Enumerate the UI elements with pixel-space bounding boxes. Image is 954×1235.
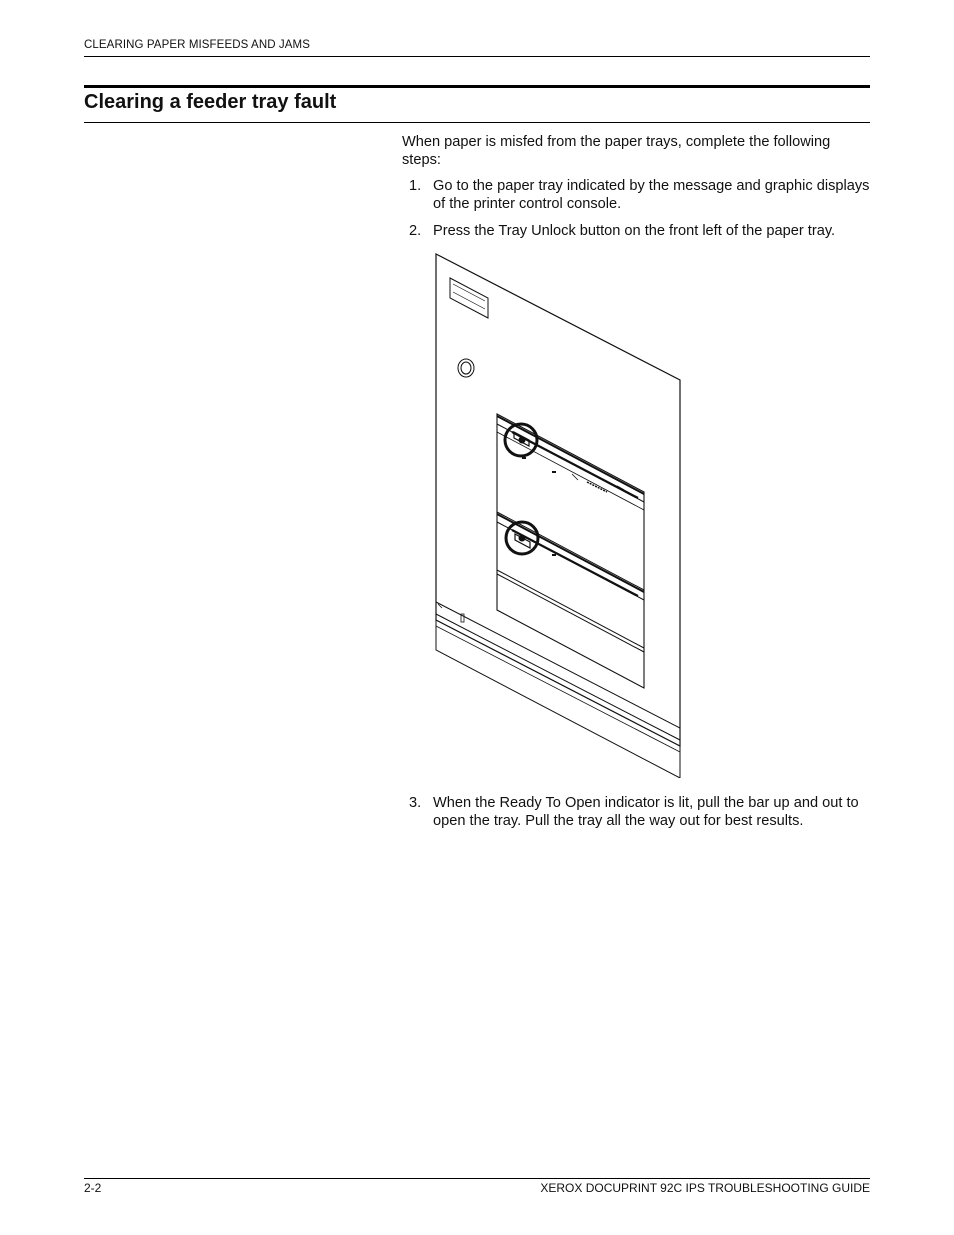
title-top-rule [84, 85, 870, 88]
title-bottom-rule [84, 122, 870, 123]
step-number: 3. [409, 795, 422, 811]
running-head: CLEARING PAPER MISFEEDS AND JAMS [84, 39, 311, 51]
page-title: Clearing a feeder tray fault [84, 91, 337, 113]
guide-title: XEROX DOCUPRINT 92C IPS TROUBLESHOOTING GUIDE [540, 1181, 870, 1195]
intro-paragraph: When paper is misfed from the paper trays, complete the following steps: [402, 134, 831, 168]
printer-tray-figure [432, 252, 686, 778]
footer-rule [84, 1178, 870, 1179]
printer-paper-trays-illustration [432, 252, 686, 778]
step-text: When the Ready To Open indicator is lit, pull the bar up and out to open the tray. Pull the tray all the way out for best results. [433, 795, 859, 829]
step-text: Go to the paper tray indicated by the message and graphic displays of the printer control console. [433, 178, 870, 212]
page-number: 2-2 [84, 1181, 102, 1195]
step-number: 1. [409, 178, 422, 194]
step-text: Press the Tray Unlock button on the front left of the paper tray. [433, 223, 836, 239]
header-rule [84, 56, 870, 57]
step-number: 2. [409, 223, 422, 239]
